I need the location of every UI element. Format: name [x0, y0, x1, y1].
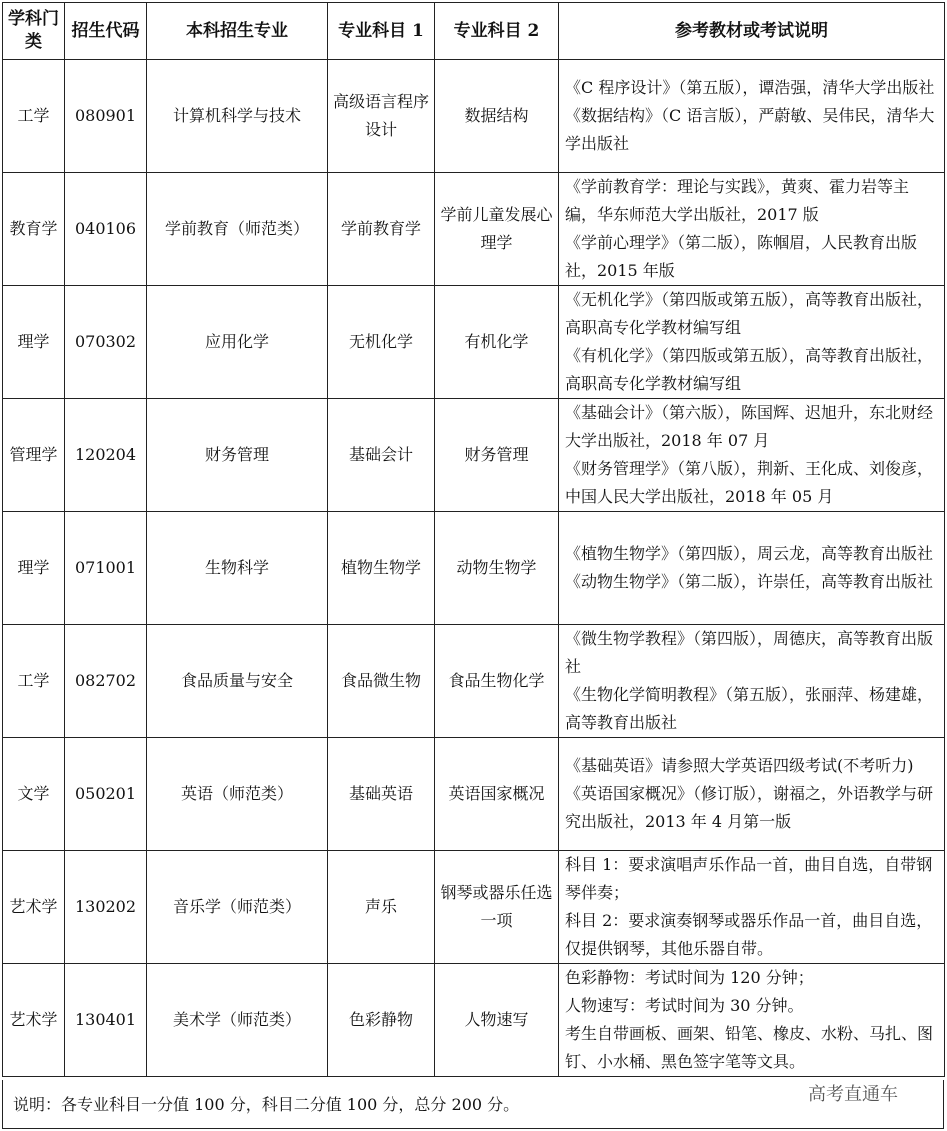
- cell-subject2: 英语国家概况: [435, 738, 559, 851]
- cell-category: 艺术学: [3, 964, 65, 1077]
- cell-subject1: 高级语言程序设计: [328, 60, 435, 173]
- cell-subject2: 食品生物化学: [435, 625, 559, 738]
- reference-line: 《无机化学》（第四版或第五版），高等教育出版社，高职高专化学教材编写组: [565, 290, 934, 337]
- cell-code: 080901: [65, 60, 147, 173]
- cell-major: 计算机科学与技术: [147, 60, 328, 173]
- cell-major: 应用化学: [147, 286, 328, 399]
- admissions-table: [2, 2, 945, 1077]
- cell-category: 艺术学: [3, 851, 65, 964]
- cell-subject1: 基础英语: [328, 738, 435, 851]
- cell-subject1: 基础会计: [328, 399, 435, 512]
- cell-code: 130401: [65, 964, 147, 1077]
- cell-code: 050201: [65, 738, 147, 851]
- reference-line: 色彩静物：考试时间为 120 分钟；: [565, 968, 814, 987]
- header-code: 招生代码: [65, 3, 147, 60]
- cell-major: 食品质量与安全: [147, 625, 328, 738]
- reference-line: 《C 程序设计》（第五版），谭浩强，清华大学出版社: [565, 78, 935, 97]
- cell-subject2: 人物速写: [435, 964, 559, 1077]
- cell-subject1: 学前教育学: [328, 173, 435, 286]
- cell-subject1: 声乐: [328, 851, 435, 964]
- cell-subject1: 色彩静物: [328, 964, 435, 1077]
- cell-category: 工学: [3, 625, 65, 738]
- reference-line: 《学前教育学：理论与实践》，黄爽、霍力岩等主编，华东师范大学出版社，2017 版: [565, 177, 910, 224]
- table-row: [3, 964, 945, 1077]
- header-category: 学科门类: [3, 3, 65, 60]
- note-box: [2, 1080, 944, 1129]
- cell-major: 财务管理: [147, 399, 328, 512]
- cell-category: 文学: [3, 738, 65, 851]
- reference-line: 《植物生物学》（第四版），周云龙，高等教育出版社: [565, 544, 934, 563]
- cell-references: [559, 399, 945, 512]
- cell-major: 英语（师范类）: [147, 738, 328, 851]
- cell-subject1: 食品微生物: [328, 625, 435, 738]
- table-row: [3, 286, 945, 399]
- cell-subject2: 钢琴或器乐任选一项: [435, 851, 559, 964]
- header-subject1: 专业科目 1: [328, 3, 435, 60]
- reference-line: 《微生物学教程》（第四版），周德庆，高等教育出版社: [565, 629, 934, 676]
- table-row: [3, 173, 945, 286]
- cell-subject1: 无机化学: [328, 286, 435, 399]
- cell-references: [559, 625, 945, 738]
- table-row: [3, 512, 945, 625]
- reference-line: 《生物化学简明教程》（第五版），张丽萍、杨建雄，高等教育出版社: [565, 685, 934, 732]
- cell-references: [559, 60, 945, 173]
- cell-major: 美术学（师范类）: [147, 964, 328, 1077]
- reference-line: 人物速写：考试时间为 30 分钟。: [565, 996, 804, 1015]
- table-row: [3, 625, 945, 738]
- cell-major: 生物科学: [147, 512, 328, 625]
- table-row: [3, 738, 945, 851]
- cell-major: 学前教育（师范类）: [147, 173, 328, 286]
- table-row: [3, 851, 945, 964]
- cell-category: 管理学: [3, 399, 65, 512]
- table-row: [3, 60, 945, 173]
- cell-code: 070302: [65, 286, 147, 399]
- cell-references: [559, 964, 945, 1077]
- cell-subject2: 有机化学: [435, 286, 559, 399]
- cell-references: [559, 512, 945, 625]
- reference-line: 《有机化学》（第四版或第五版），高等教育出版社，高职高专化学教材编写组: [565, 346, 934, 393]
- header-references: 参考教材或考试说明: [559, 3, 945, 60]
- cell-code: 082702: [65, 625, 147, 738]
- cell-subject1: 植物生物学: [328, 512, 435, 625]
- cell-code: 040106: [65, 173, 147, 286]
- header-major: 本科招生专业: [147, 3, 328, 60]
- reference-line: 《数据结构》（C 语言版），严蔚敏、吴伟民，清华大学出版社: [565, 106, 935, 153]
- cell-references: [559, 286, 945, 399]
- cell-references: [559, 738, 945, 851]
- cell-subject2: 财务管理: [435, 399, 559, 512]
- reference-line: 《动物生物学》（第二版），许崇任，高等教育出版社: [565, 572, 934, 591]
- table-row: [3, 399, 945, 512]
- reference-line: 《基础英语》请参照大学英语四级考试(不考听力): [565, 756, 914, 775]
- cell-category: 教育学: [3, 173, 65, 286]
- reference-line: 科目 2：要求演奏钢琴或器乐作品一首，曲目自选，仅提供钢琴，其他乐器自带。: [565, 911, 933, 958]
- reference-line: 《基础会计》（第六版），陈国辉、迟旭升，东北财经大学出版社，2018 年 07 月: [565, 403, 934, 450]
- cell-subject2: 学前儿童发展心理学: [435, 173, 559, 286]
- watermark: 高考直通车: [808, 1084, 898, 1105]
- cell-code: 120204: [65, 399, 147, 512]
- cell-major: 音乐学（师范类）: [147, 851, 328, 964]
- reference-line: 《财务管理学》（第八版），荆新、王化成、刘俊彦，中国人民大学出版社，2018 年 05 月: [565, 459, 934, 506]
- cell-subject2: 数据结构: [435, 60, 559, 173]
- cell-category: 工学: [3, 60, 65, 173]
- cell-code: 071001: [65, 512, 147, 625]
- cell-subject2: 动物生物学: [435, 512, 559, 625]
- reference-line: 科目 1：要求演唱声乐作品一首，曲目自选，自带钢琴伴奏；: [565, 855, 933, 902]
- cell-category: 理学: [3, 512, 65, 625]
- cell-code: 130202: [65, 851, 147, 964]
- header-subject2: 专业科目 2: [435, 3, 559, 60]
- cell-references: [559, 173, 945, 286]
- cell-references: [559, 851, 945, 964]
- reference-line: 考生自带画板、画架、铅笔、橡皮、水粉、马扎、图钉、小水桶、黑色签字笔等文具。: [565, 1024, 934, 1071]
- note-text: 说明：各专业科目一分值 100 分，科目二分值 100 分，总分 200 分。: [13, 1095, 520, 1114]
- cell-category: 理学: [3, 286, 65, 399]
- table-header-row: [3, 3, 945, 60]
- reference-line: 《学前心理学》（第二版），陈帼眉，人民教育出版社，2015 年版: [565, 233, 918, 280]
- reference-line: 《英语国家概况》（修订版），谢福之，外语教学与研究出版社，2013 年 4 月第一版: [565, 784, 934, 831]
